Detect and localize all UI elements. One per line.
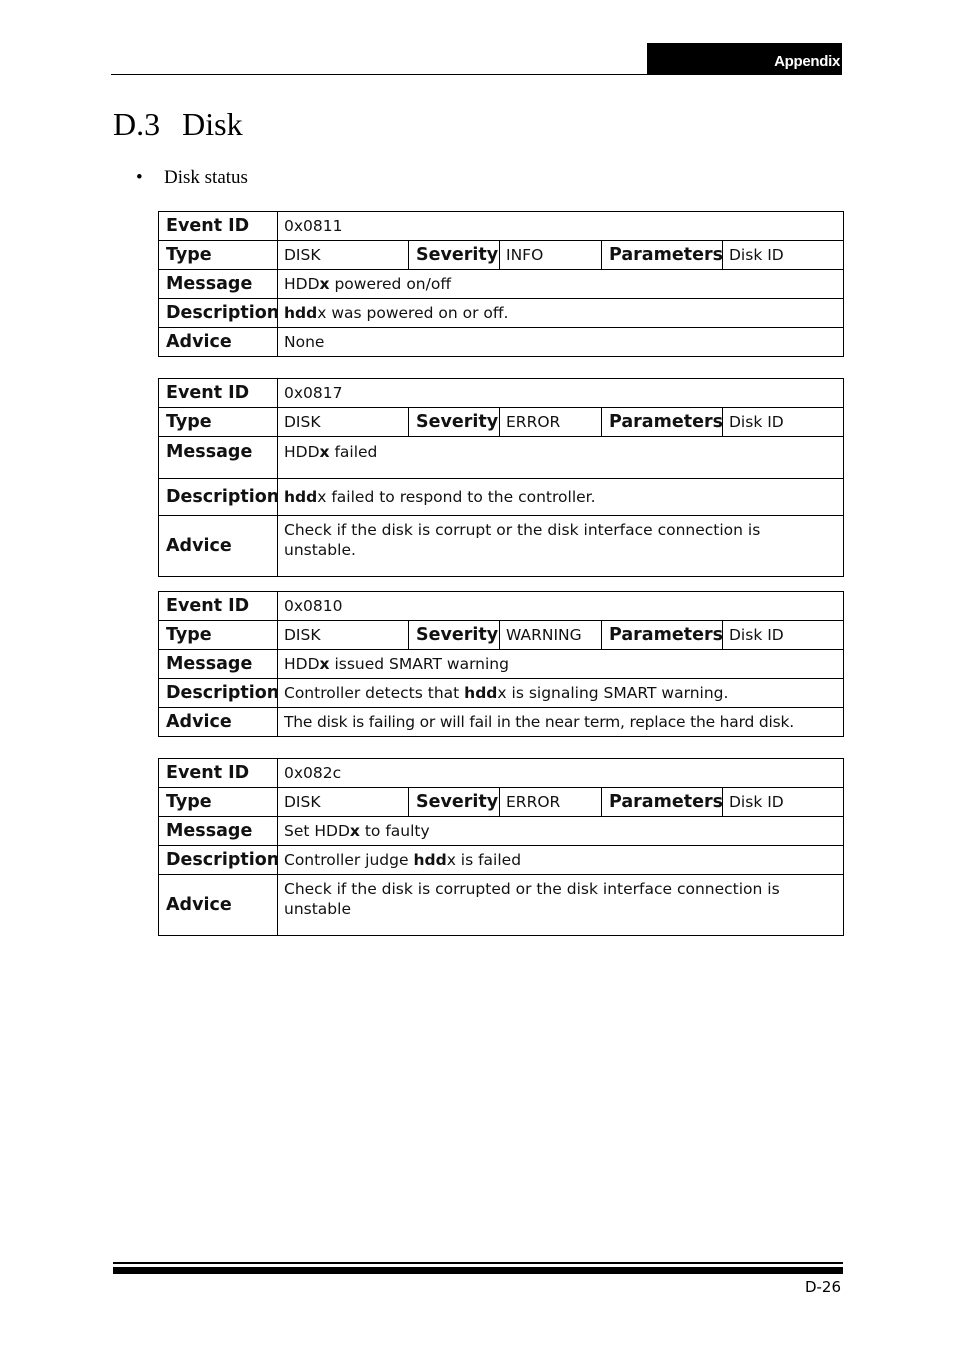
message-text-pre: Set HDD [284, 822, 350, 840]
description-row [159, 846, 844, 875]
page-number: D-26 [804, 1278, 841, 1296]
type-label: Type [159, 241, 278, 270]
message-value [278, 437, 844, 479]
advice-value: Check if the disk is corrupt or the disk interface connection is unstable. [278, 516, 844, 577]
message-label: Message [159, 650, 278, 679]
advice-value: The disk is failing or will fail in the near term, replace the hard disk. [278, 708, 844, 737]
message-row [159, 437, 844, 479]
event-id-value: 0x0811 [278, 212, 844, 241]
description-text-post: x is signaling SMART warning. [497, 684, 729, 702]
event-id-row [159, 212, 844, 241]
event-id-label: Event ID [159, 212, 278, 241]
advice-row [159, 516, 844, 577]
severity-label: Severity [409, 621, 500, 650]
advice-value: None [278, 328, 844, 357]
message-text-post: issued SMART warning [329, 655, 509, 673]
type-value: DISK [278, 788, 409, 817]
event-table [158, 211, 844, 357]
event-table [158, 758, 844, 936]
message-value [278, 270, 844, 299]
message-text-pre: HDD [284, 275, 320, 293]
description-row [159, 679, 844, 708]
message-row [159, 270, 844, 299]
type-label: Type [159, 408, 278, 437]
description-text-bold: hdd [464, 684, 498, 702]
severity-label: Severity [409, 788, 500, 817]
severity-value: WARNING [500, 621, 602, 650]
description-row [159, 479, 844, 516]
message-label: Message [159, 817, 278, 846]
type-value: DISK [278, 241, 409, 270]
description-label: Description [159, 846, 278, 875]
advice-label: Advice [159, 516, 278, 577]
event-id-value: 0x0817 [278, 379, 844, 408]
bullet-dot-icon: • [136, 167, 143, 188]
description-text-pre: Controller detects that [284, 684, 465, 702]
event-table [158, 378, 844, 577]
description-label: Description [159, 679, 278, 708]
message-text-bold: x [319, 655, 330, 673]
severity-label: Severity [409, 408, 500, 437]
message-label: Message [159, 270, 278, 299]
section-title [113, 104, 243, 144]
message-text-bold: x [319, 275, 330, 293]
bullet-item [136, 166, 248, 190]
type-label: Type [159, 621, 278, 650]
footer-rule-thick [113, 1267, 843, 1274]
event-id-row [159, 592, 844, 621]
description-value [278, 479, 844, 516]
parameters-value: Disk ID [723, 621, 844, 650]
event-id-label: Event ID [159, 759, 278, 788]
parameters-label: Parameters [602, 408, 723, 437]
description-text-pre: Controller judge [284, 851, 414, 869]
event-id-value: 0x0810 [278, 592, 844, 621]
event-id-label: Event ID [159, 379, 278, 408]
message-row [159, 817, 844, 846]
type-label: Type [159, 788, 278, 817]
advice-row [159, 875, 844, 936]
message-value [278, 650, 844, 679]
message-text-pre: HDD [284, 443, 320, 461]
message-text-post: to faulty [359, 822, 430, 840]
header-rule [111, 74, 647, 75]
parameters-label: Parameters [602, 621, 723, 650]
severity-value: ERROR [500, 408, 602, 437]
type-row [159, 408, 844, 437]
message-value [278, 817, 844, 846]
event-id-label: Event ID [159, 592, 278, 621]
parameters-value: Disk ID [723, 241, 844, 270]
message-text-post: failed [329, 443, 378, 461]
parameters-value: Disk ID [723, 788, 844, 817]
event-table [158, 591, 844, 737]
description-label: Description [159, 299, 278, 328]
type-row [159, 241, 844, 270]
advice-row [159, 328, 844, 357]
description-text-bold: hdd [284, 488, 318, 506]
message-text-bold: x [319, 443, 330, 461]
advice-label: Advice [159, 328, 278, 357]
description-value [278, 299, 844, 328]
description-label: Description [159, 479, 278, 516]
description-row [159, 299, 844, 328]
message-text-bold: x [349, 822, 360, 840]
type-value: DISK [278, 621, 409, 650]
message-label: Message [159, 437, 278, 479]
type-row [159, 788, 844, 817]
parameters-label: Parameters [602, 788, 723, 817]
description-text-bold: hdd [284, 304, 318, 322]
advice-label: Advice [159, 875, 278, 936]
message-row [159, 650, 844, 679]
description-value [278, 679, 844, 708]
type-value: DISK [278, 408, 409, 437]
message-text-pre: HDD [284, 655, 320, 673]
footer-rule-thin [113, 1262, 843, 1264]
bullet-text: Disk status [164, 167, 248, 188]
event-id-row [159, 759, 844, 788]
description-value [278, 846, 844, 875]
advice-label: Advice [159, 708, 278, 737]
advice-value: Check if the disk is corrupted or the disk interface connection is unstable [278, 875, 844, 936]
parameters-value: Disk ID [723, 408, 844, 437]
event-id-value: 0x082c [278, 759, 844, 788]
advice-row [159, 708, 844, 737]
section-number: D.3 [113, 106, 161, 142]
severity-label: Severity [409, 241, 500, 270]
severity-value: ERROR [500, 788, 602, 817]
description-text-bold: hdd [413, 851, 447, 869]
description-text-post: x was powered on or off. [317, 304, 509, 322]
section-name: Disk [182, 106, 243, 142]
parameters-label: Parameters [602, 241, 723, 270]
event-id-row [159, 379, 844, 408]
message-text-post: powered on/off [329, 275, 452, 293]
description-text-post: x is failed [446, 851, 522, 869]
type-row [159, 621, 844, 650]
severity-value: INFO [500, 241, 602, 270]
description-text-post: x failed to respond to the controller. [317, 488, 596, 506]
appendix-header-tab: Appendix [647, 43, 842, 75]
